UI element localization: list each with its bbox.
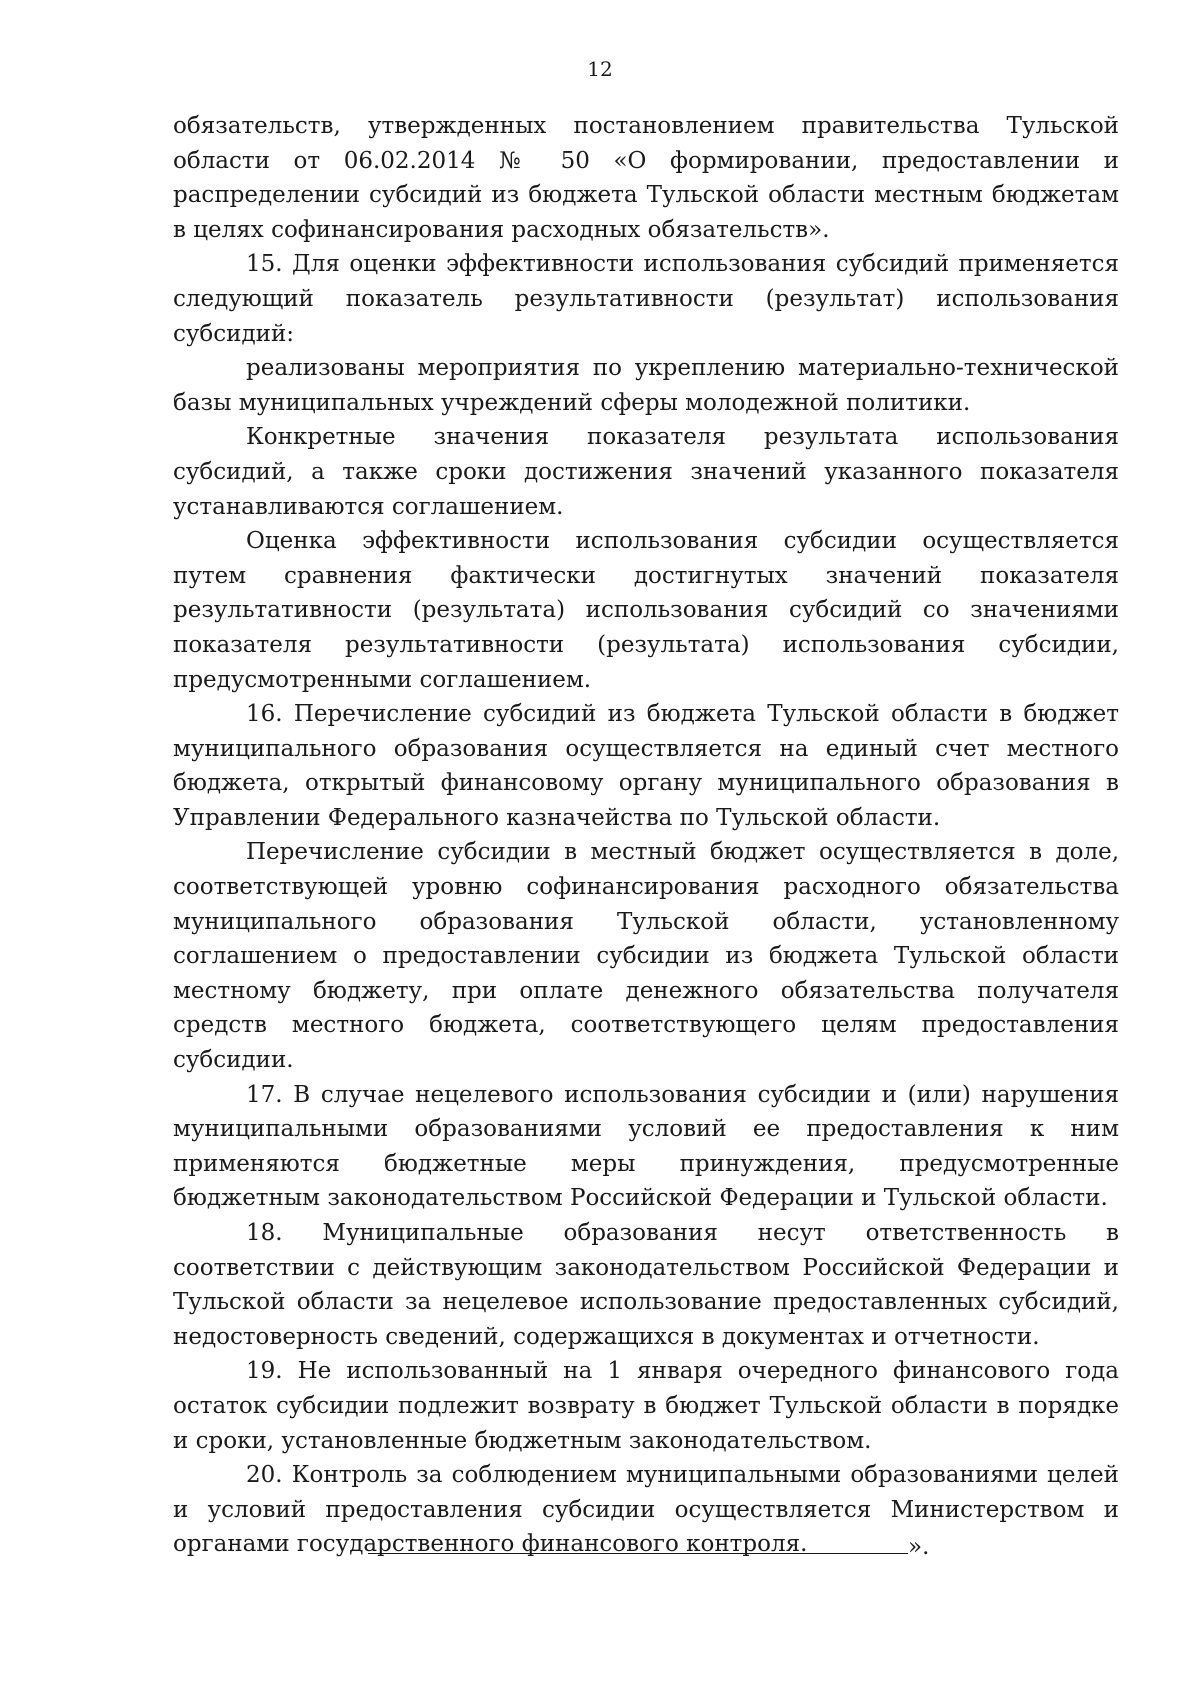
paragraph-item-15-indicator: реализованы мероприятия по укреплению материально-технической базы муниципальных учреждений сферы молодежной политики. [173,355,1119,416]
paragraph-item-19: 19. Не использованный на 1 января очередного финансового года остаток субсидии подлежит возврату в бюджет Тульской области в порядке и сроки, установленные бюджетным законодательством. [173,1358,1119,1454]
page-number: 12 [587,57,613,81]
closing-quote-mark: ». [908,1534,930,1560]
paragraph-item-16: 16. Перечисление субсидий из бюджета Тульской области в бюджет муниципального образования осуществляется на единый счет местного бюджета, открытый финансовому органу муниципального образования в Управлении Федерального казначейства по Тульской области. [173,701,1119,831]
paragraph-item-17: 17. В случае нецелевого использования субсидии и (или) нарушения муниципальными образованиями условий ее предоставления к ним применяются бюджетные меры принуждения, предусмотренные бюджетным законодательством Российской Федерации и Тульской области. [173,1081,1119,1212]
paragraph-item-15: 15. Для оценки эффективности использования субсидий применяется следующий показатель результативности (результат) использования субсидий: [173,251,1119,347]
closing-line [368,1530,929,1564]
paragraph-item-18: 18. Муниципальные образования несут ответственность в соответствии с действующим законодательством Российской Федерации и Тульской области за нецелевое использование предоставленных субсидий, недостоверность сведений, содержащихся в документах и отчетности. [173,1220,1119,1350]
paragraph-item-20: 20. Контроль за соблюдением муниципальными образованиями целей и условий предоставления субсидии осуществляется Министерством и органами государственного финансового контроля. [173,1462,1119,1558]
closing-rule [368,1531,908,1554]
paragraph-efficiency-assessment: Оценка эффективности использования субсидии осуществляется путем сравнения фактически достигнутых значений показателя результативности (результата) использования субсидий со значениями показателя результативности (результата) использования субсидии, предусмотренными соглашением. [173,528,1119,693]
paragraph-transfer-share: Перечисление субсидии в местный бюджет осуществляется в доле, соответствующей уровню софинансирования расходного обязательства муниципального образования Тульской области, установленному соглашением о предоставлении субсидии из бюджета Тульской области местному бюджету, при оплате денежного обязательства получателя средств местного бюджета, соответствующего целям предоставления субсидии. [173,839,1119,1074]
document-body [173,109,1119,1562]
paragraph-continuation: обязательств, утвержденных постановлением правительства Тульской области от 06.02.2014 № 50 «О формировании, предоставлении и распределении субсидий из бюджета Тульской области местным бюджетам в целях софинансирования расходных обязательств». [173,113,1119,243]
paragraph-indicator-values: Конкретные значения показателя результата использования субсидий, а также сроки достижения значений указанного показателя устанавливаются соглашением. [173,424,1119,520]
